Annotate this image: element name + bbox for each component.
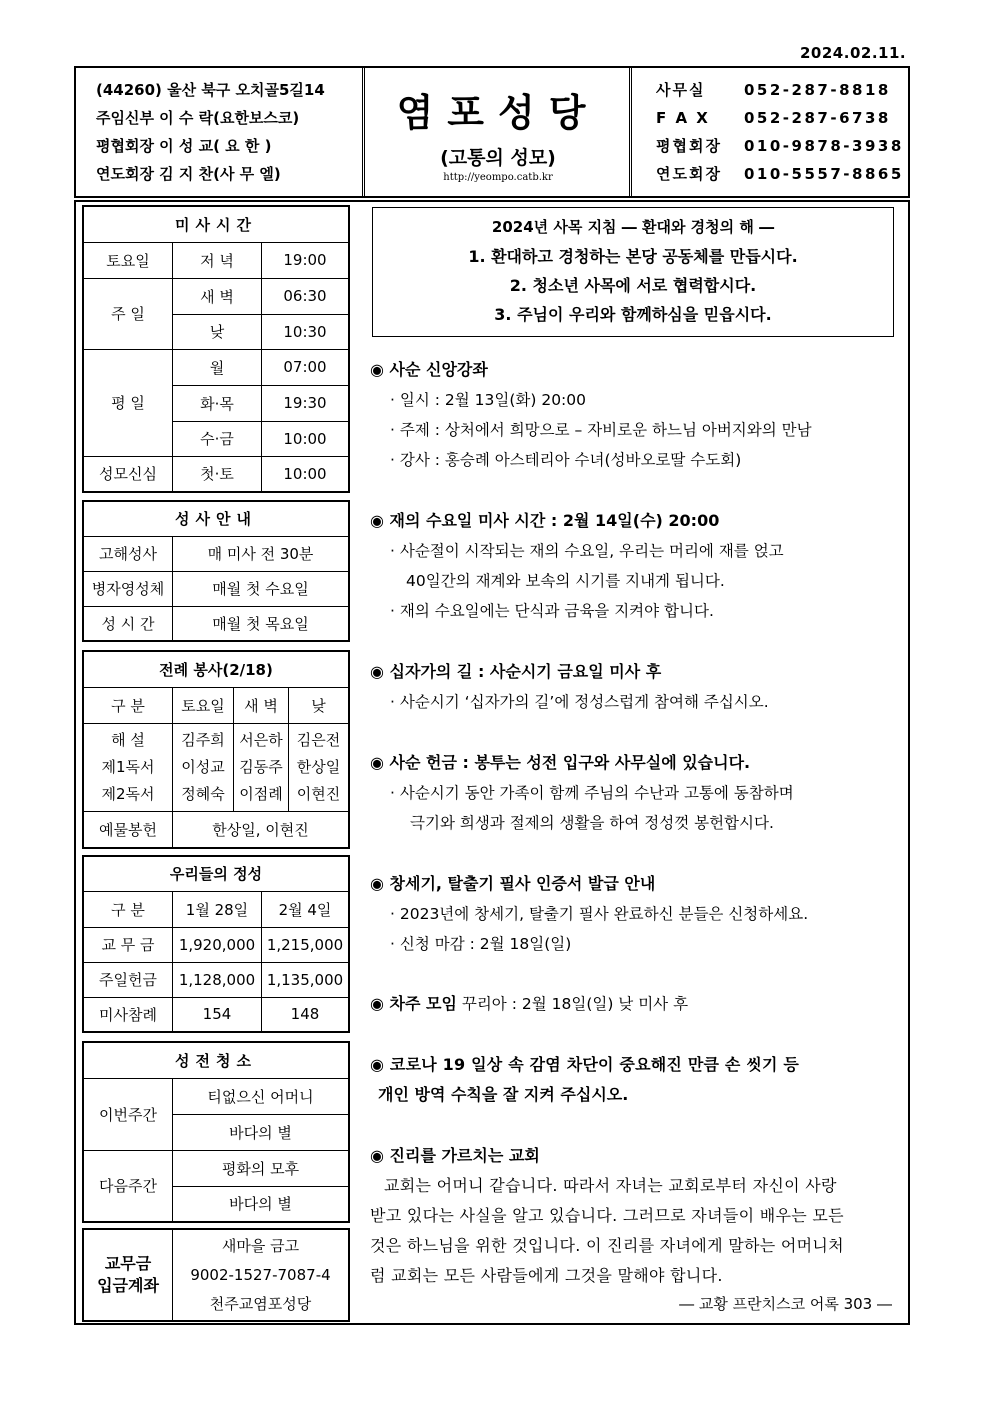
offering-value: 148 xyxy=(262,997,350,1032)
offering-role-label: 예물봉헌 xyxy=(83,811,173,848)
cleaning-group: 바다의 별 xyxy=(173,1114,350,1150)
liturgy-title: 전례 봉사(2/18) xyxy=(83,651,349,687)
offering-title: 우리들의 정성 xyxy=(83,856,349,891)
section-meeting xyxy=(370,989,900,1019)
section-heading: ◉ 사순 헌금 : 봉투는 성전 입구와 사무실에 있습니다. xyxy=(370,753,751,772)
guideline-item: 1. 환대하고 경청하는 본당 공동체를 만듭시다. xyxy=(468,247,798,266)
paragraph-line: 것은 하느님을 위한 것입니다. 이 진리를 자녀에게 말하는 어머니처 xyxy=(370,1236,844,1255)
guideline-item: 2. 청소년 사목에 서로 협력합시다. xyxy=(509,276,757,295)
sacraments-title: 성사안내 xyxy=(83,501,349,536)
server-name: 정혜숙 xyxy=(181,784,225,803)
sacrament-value: 매월 첫 수요일 xyxy=(173,571,350,606)
liturgy-table xyxy=(82,650,350,849)
offering-value: 1,215,000 xyxy=(262,927,350,962)
mass-title: 미사시간 xyxy=(83,206,349,242)
server-name: 이현진 xyxy=(296,784,341,803)
section-bullet: · 사순시기 ‘십자가의 길’에 정성스럽게 참여해 주십시오. xyxy=(390,693,769,711)
section-heading: ◉ 십자가의 길 : 사순시기 금요일 미사 후 xyxy=(370,662,662,681)
server-name: 이성교 xyxy=(181,757,225,776)
server-name: 한상일 xyxy=(296,757,341,776)
contact-row: 평협회장 010-9878-3938 xyxy=(656,137,904,155)
account-bank: 새마을 금고 xyxy=(221,1236,300,1255)
this-week-label: 이번주간 xyxy=(83,1078,173,1150)
server-name: 김동주 xyxy=(239,757,283,776)
sun2-label: 낮 xyxy=(173,314,262,349)
wk1-time: 07:00 xyxy=(262,349,350,385)
prayer-president: 연도회장 김 지 찬(사 무 엘) xyxy=(96,165,281,183)
liturgy-header: 구 분 xyxy=(83,687,173,723)
section-truth-church xyxy=(370,1141,900,1317)
pastor: 주임신부 이 수 락(요한보스코) xyxy=(96,109,300,127)
wk3-time: 10:00 xyxy=(262,421,350,456)
sun2-time: 10:30 xyxy=(262,314,350,349)
account-label: 교무금 입금계좌 xyxy=(83,1229,173,1321)
paragraph-line: 교회는 어머니 같습니다. 따라서 자녀는 교회로부터 자신이 사랑 xyxy=(384,1176,837,1195)
liturgy-header: 낮 xyxy=(289,687,350,723)
liturgy-header: 새 벽 xyxy=(234,687,289,723)
offering-row-label: 주일헌금 xyxy=(83,962,173,997)
offering-value: 1,128,000 xyxy=(173,962,262,997)
offering-header: 2월 4일 xyxy=(262,891,350,927)
wk2-time: 19:30 xyxy=(262,385,350,421)
wk3-label: 수·금 xyxy=(173,421,262,456)
section-heading-cont: 개인 방역 수칙을 잘 지켜 주십시오. xyxy=(378,1085,629,1104)
offering-role-value: 한상일, 이현진 xyxy=(173,811,350,848)
section-bullet-cont: 극기와 희생과 절제의 생활을 하여 정성껏 봉헌합시다. xyxy=(410,814,774,832)
account-holder: 천주교염포성당 xyxy=(209,1294,312,1313)
role-label: 해 설 xyxy=(111,730,145,749)
paragraph-line: 받고 있다는 사실을 알고 있습니다. 그러므로 자녀들이 배우는 모든 xyxy=(370,1206,844,1225)
section-bullet: · 재의 수요일에는 단식과 금육을 지켜야 합니다. xyxy=(390,602,714,620)
mass-schedule-table xyxy=(82,205,350,493)
section-heading: ◉ 코로나 19 일상 속 감염 차단이 중요해진 만큼 손 씻기 등 xyxy=(370,1055,800,1074)
next-week-label: 다음주간 xyxy=(83,1150,173,1222)
sacrament-value: 매 미사 전 30분 xyxy=(173,536,350,571)
section-heading: ◉ 사순 신앙강좌 xyxy=(370,360,488,379)
cleaning-group: 티없으신 어머니 xyxy=(173,1078,350,1114)
cleaning-group: 평화의 모후 xyxy=(173,1150,350,1186)
church-url[interactable]: http://yeompo.catb.kr xyxy=(443,172,553,183)
address: (44260) 울산 북구 오치골5길14 xyxy=(96,81,325,99)
sacrament-value: 매월 첫 목요일 xyxy=(173,606,350,641)
section-bullet: · 사순시기 동안 가족이 함께 주님의 수난과 고통에 동참하며 xyxy=(390,784,794,802)
section-bullet: · 강사 : 홍승례 아스테리아 수녀(성바오로딸 수도회) xyxy=(390,451,742,469)
offering-header: 구 분 xyxy=(83,891,173,927)
section-bullet: · 신청 마감 : 2월 18일(일) xyxy=(390,935,572,953)
offering-header: 1월 28일 xyxy=(173,891,262,927)
account-table xyxy=(82,1228,350,1322)
server-name: 김주희 xyxy=(181,730,225,749)
server-name: 김은전 xyxy=(296,730,341,749)
meeting-detail: 꾸리아 : 2월 18일(일) 낮 미사 후 xyxy=(456,995,689,1013)
cleaning-group: 바다의 별 xyxy=(173,1186,350,1222)
section-bullet-cont: 40일간의 재계와 보속의 시기를 지내게 됩니다. xyxy=(406,572,725,590)
section-ash-wednesday xyxy=(370,506,900,626)
mary-time: 10:00 xyxy=(262,456,350,492)
contact-row: 연도회장 010-5557-8865 xyxy=(656,165,904,183)
server-name: 서은하 xyxy=(239,730,283,749)
role-label: 제1독서 xyxy=(101,757,155,776)
sacraments-table xyxy=(82,500,350,642)
offering-value: 1,920,000 xyxy=(173,927,262,962)
header-contacts xyxy=(656,76,904,188)
offering-value: 154 xyxy=(173,997,262,1032)
offering-value: 1,135,000 xyxy=(262,962,350,997)
cleaning-table xyxy=(82,1041,350,1223)
church-name: 염포성당 xyxy=(396,91,600,135)
section-lenten-lecture xyxy=(370,355,900,475)
sat-time-label: 저 녁 xyxy=(173,242,262,278)
sat-time: 19:00 xyxy=(262,242,350,278)
header xyxy=(74,66,910,198)
section-heading: ◉ 차주 모임 xyxy=(370,994,457,1013)
church-subtitle: (고통의 성모) xyxy=(440,147,556,169)
wk2-label: 화·목 xyxy=(173,385,262,421)
mary-label: 성모신심 xyxy=(83,456,173,492)
server-name: 이점례 xyxy=(239,784,283,803)
weekday-label: 평 일 xyxy=(83,349,173,456)
header-info xyxy=(76,68,358,196)
section-lenten-offering xyxy=(370,748,900,838)
quote-source: ― 교황 프란치스코 어록 303 ― xyxy=(679,1295,892,1313)
offering-table xyxy=(82,855,350,1033)
section-bullet: · 2023년에 창세기, 탈출기 필사 완료하신 분들은 신청하세요. xyxy=(390,905,809,923)
sat-label: 토요일 xyxy=(83,242,173,278)
paragraph-line: 럼 교회는 모든 사람들에게 그것을 말해야 합니다. xyxy=(370,1266,723,1285)
sun1-label: 새 벽 xyxy=(173,278,262,314)
section-heading: ◉ 창세기, 탈출기 필사 인증서 발급 안내 xyxy=(370,874,656,893)
section-heading: ◉ 진리를 가르치는 교회 xyxy=(370,1146,540,1165)
section-covid xyxy=(370,1050,900,1110)
cleaning-title: 성전청소 xyxy=(83,1042,349,1078)
account-number: 9002-1527-7087-4 xyxy=(190,1265,331,1284)
offering-row-label: 교 무 금 xyxy=(83,927,173,962)
guideline-item: 3. 주님이 우리와 함께하심을 믿읍시다. xyxy=(494,305,772,324)
section-bullet: · 사순절이 시작되는 재의 수요일, 우리는 머리에 재를 얹고 xyxy=(390,542,784,560)
role-label: 제2독서 xyxy=(101,784,155,803)
header-title-block xyxy=(364,68,632,196)
wk1-label: 월 xyxy=(173,349,262,385)
liturgy-header: 토요일 xyxy=(173,687,234,723)
contact-row: 사무실 052-287-8818 xyxy=(656,81,891,99)
section-bullet: · 주제 : 상처에서 희망으로 – 자비로운 하느님 아버지와의 만남 xyxy=(390,421,812,439)
sacrament-label: 성 시 간 xyxy=(83,606,173,641)
council-president: 평협회장 이 성 교( 요 한 ) xyxy=(96,137,272,155)
contact-row: F A X 052-287-6738 xyxy=(656,109,891,127)
section-transcription xyxy=(370,869,900,959)
section-stations xyxy=(370,657,900,717)
guideline-title: 2024년 사목 지침 ― 환대와 경청의 해 ― xyxy=(491,218,775,236)
bulletin-date: 2024.02.11. xyxy=(800,44,907,62)
mary-day: 첫·토 xyxy=(173,456,262,492)
section-heading: ◉ 재의 수요일 미사 시간 : 2월 14일(수) 20:00 xyxy=(370,511,720,530)
sacrament-label: 병자영성체 xyxy=(83,571,173,606)
sacrament-label: 고해성사 xyxy=(83,536,173,571)
section-bullet: · 일시 : 2월 13일(화) 20:00 xyxy=(390,391,586,409)
pastoral-guidelines xyxy=(372,207,894,337)
sun1-time: 06:30 xyxy=(262,278,350,314)
offering-row-label: 미사참례 xyxy=(83,997,173,1032)
sun-label: 주 일 xyxy=(83,278,173,349)
